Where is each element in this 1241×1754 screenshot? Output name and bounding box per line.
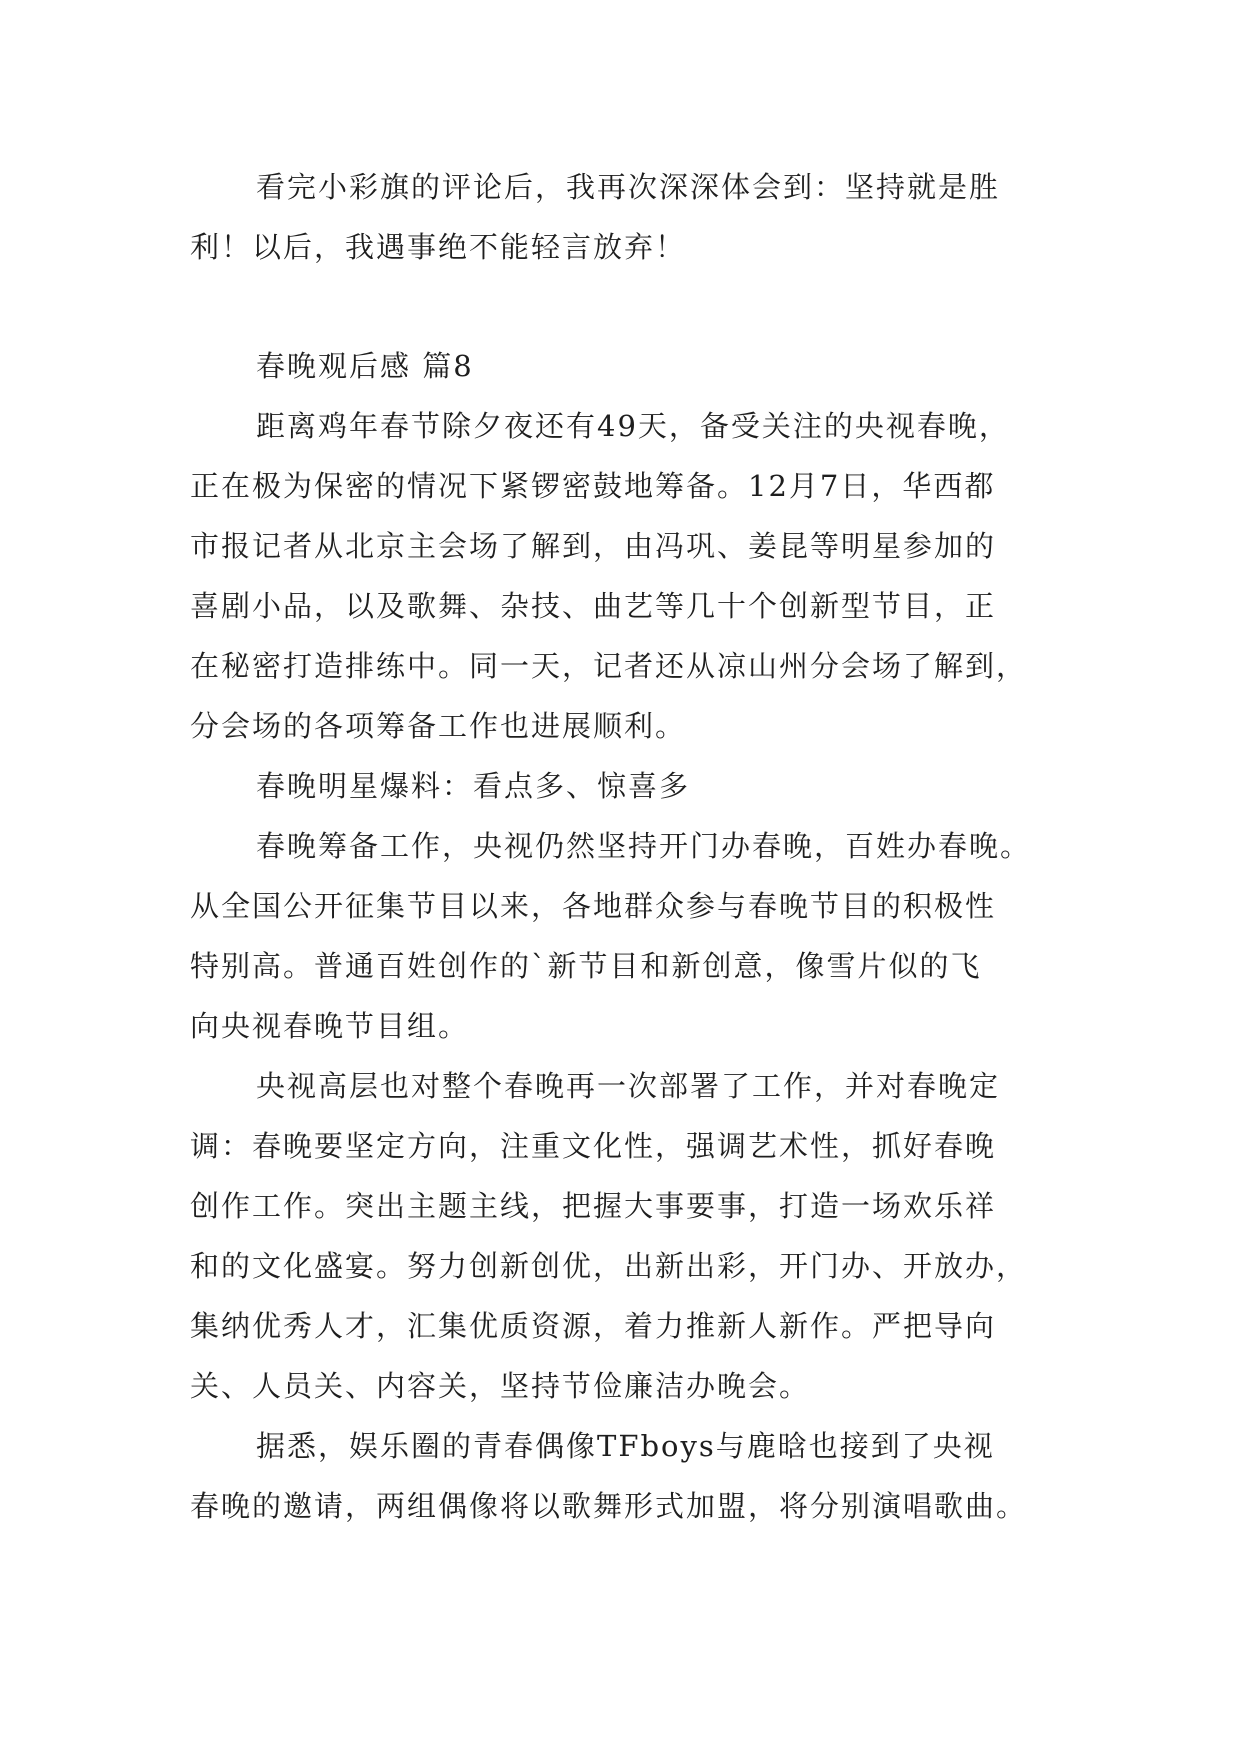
paragraph-conclusion <box>190 157 1060 277</box>
paragraph-leadership <box>190 1056 1060 1416</box>
text-line: 创作工作。突出主题主线，把握大事要事，打造一场欢乐祥 <box>190 1189 997 1223</box>
subheading <box>190 756 1060 816</box>
text-line: 看完小彩旗的评论后，我再次深深体会到：坚持就是胜 <box>256 170 1001 204</box>
paragraph-preparation <box>190 816 1060 1056</box>
text-line: 利！以后，我遇事绝不能轻言放弃！ <box>190 230 687 264</box>
text-line: 集纳优秀人才，汇集优质资源，着力推新人新作。严把导向 <box>190 1309 997 1343</box>
text-line: 和的文化盛宴。努力创新创优，出新出彩，开门办、开放办， <box>190 1249 1028 1283</box>
text-line: 据悉，娱乐圈的青春偶像TFboys与鹿晗也接到了央视 <box>256 1429 995 1463</box>
text-line: 市报记者从北京主会场了解到，由冯巩、姜昆等明星参加的 <box>190 529 997 563</box>
text-line: 喜剧小品，以及歌舞、杂技、曲艺等几十个创新型节目，正 <box>190 589 997 623</box>
text-line: 春晚筹备工作，央视仍然坚持开门办春晚，百姓办春晚。 <box>256 829 1032 863</box>
text-line: 正在极为保密的情况下紧锣密鼓地筹备。12月7日，华西都 <box>190 469 996 503</box>
text-line: 在秘密打造排练中。同一天，记者还从凉山州分会场了解到， <box>190 649 1028 683</box>
section-heading <box>190 336 1060 396</box>
text-line: 距离鸡年春节除夕夜还有49天，备受关注的央视春晚， <box>256 409 1010 443</box>
text-line: 关、人员关、内容关，坚持节俭廉洁办晚会。 <box>190 1369 811 1403</box>
text-line: 调：春晚要坚定方向，注重文化性，强调艺术性，抓好春晚 <box>190 1129 997 1163</box>
text-line: 央视高层也对整个春晚再一次部署了工作，并对春晚定 <box>256 1069 1001 1103</box>
text-line: 特别高。普通百姓创作的`新节目和新创意，像雪片似的飞 <box>190 949 982 983</box>
text-line: 从全国公开征集节目以来，各地群众参与春晚节目的积极性 <box>190 889 997 923</box>
subheading-text: 春晚明星爆料：看点多、惊喜多 <box>256 769 691 803</box>
paragraph-idols <box>190 1416 1060 1536</box>
section-heading-text: 春晚观后感 篇8 <box>256 349 474 383</box>
text-line: 分会场的各项筹备工作也进展顺利。 <box>190 709 687 743</box>
text-line: 春晚的邀请，两组偶像将以歌舞形式加盟，将分别演唱歌曲。 <box>190 1489 1028 1523</box>
text-line: 向央视春晚节目组。 <box>190 1009 470 1043</box>
paragraph-intro <box>190 396 1060 756</box>
